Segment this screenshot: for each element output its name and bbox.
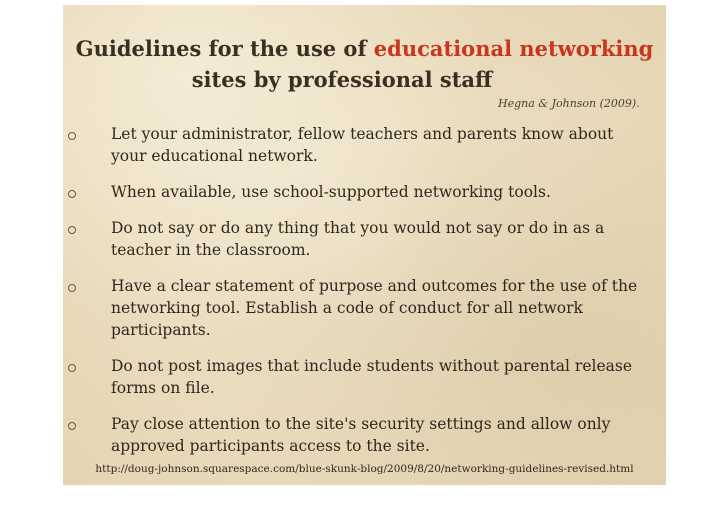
bullet-text: Pay close attention to the site's security settings and allow only approved participants access to the site. bbox=[111, 415, 611, 455]
title-highlight: educational networking bbox=[373, 36, 654, 61]
circle-bullet-icon bbox=[68, 284, 76, 292]
circle-bullet-icon bbox=[68, 190, 76, 198]
bullet-text: Do not say or do any thing that you would not say or do in as a teacher in the classroom. bbox=[111, 219, 605, 259]
circle-bullet-icon bbox=[68, 364, 76, 372]
slide bbox=[63, 5, 666, 485]
bullet-text: Let your administrator, fellow teachers and parents know about your educational network. bbox=[111, 125, 614, 165]
title-prefix: Guidelines for the use of bbox=[75, 36, 374, 61]
title-line-2: sites by professional staff bbox=[191, 67, 493, 92]
title-line-1 bbox=[63, 33, 666, 64]
circle-bullet-icon bbox=[68, 132, 76, 140]
bullet-text: Do not post images that include students without parental release forms on file. bbox=[111, 357, 633, 397]
attribution: Hegna & Johnson (2009). bbox=[498, 97, 640, 110]
circle-bullet-icon bbox=[68, 422, 76, 430]
circle-bullet-icon bbox=[68, 226, 76, 234]
bullet-text: Have a clear statement of purpose and outcomes for the use of the networking tool. Establish a code of conduct for all network participants. bbox=[111, 277, 638, 339]
slide-title bbox=[63, 33, 666, 95]
source-url: http://doug-johnson.squarespace.com/blue-skunk-blog/2009/8/20/networking-guidelines-revised.html bbox=[95, 463, 634, 475]
bullet-text: When available, use school-supported networking tools. bbox=[111, 183, 551, 201]
